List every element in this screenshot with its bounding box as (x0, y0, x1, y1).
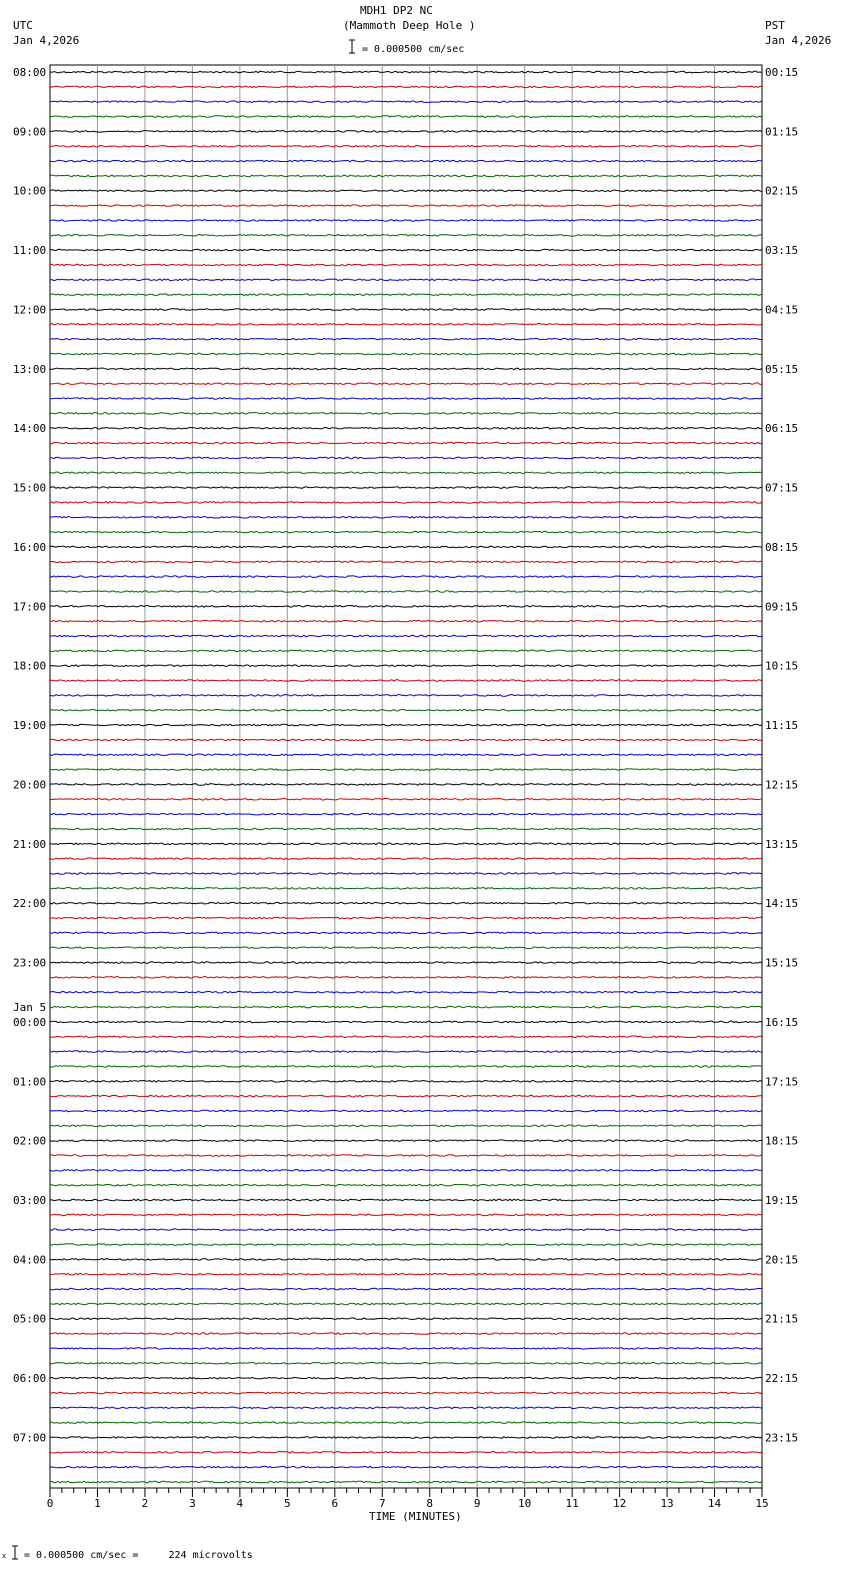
seismic-trace (50, 620, 762, 622)
utc-hour-label: 15:00 (13, 481, 47, 495)
seismic-trace (50, 279, 762, 281)
seismic-trace (50, 665, 762, 667)
pst-date-label: Jan 4,2026 (765, 34, 832, 47)
seismic-trace (50, 1095, 762, 1097)
x-tick-label: 14 (707, 1497, 722, 1510)
pst-hour-label: 03:15 (765, 244, 799, 258)
seismic-trace (50, 1051, 762, 1053)
seismic-trace (50, 1452, 762, 1454)
pst-hour-label: 17:15 (765, 1075, 799, 1089)
utc-hour-label: 06:00 (13, 1372, 47, 1386)
x-tick-label: 6 (331, 1497, 339, 1510)
seismic-trace (50, 101, 762, 103)
seismic-trace (50, 235, 762, 237)
seismic-trace (50, 502, 762, 504)
seismic-trace (50, 205, 762, 207)
utc-hour-label: 07:00 (13, 1431, 47, 1445)
x-tick-label: 12 (612, 1497, 627, 1510)
utc-hour-label: 10:00 (13, 184, 47, 198)
seismic-trace (50, 131, 762, 133)
pst-hour-label: 22:15 (765, 1372, 799, 1386)
utc-hour-label: 16:00 (13, 540, 47, 554)
pst-hour-label: 19:15 (765, 1194, 799, 1207)
pst-hour-label: 20:15 (765, 1253, 799, 1267)
seismic-trace (50, 962, 762, 964)
day-change-label: Jan 5 (13, 1000, 47, 1014)
seismic-trace (50, 1244, 762, 1246)
seismic-trace (50, 1422, 762, 1424)
pst-hour-label: 08:15 (765, 540, 799, 554)
seismic-trace (50, 695, 762, 697)
seismic-trace (50, 1392, 762, 1394)
seismic-trace (50, 902, 762, 904)
seismic-trace (50, 606, 762, 608)
seismic-trace (50, 264, 762, 266)
pst-hour-label: 13:15 (765, 837, 799, 851)
utc-hour-label: 03:00 (13, 1194, 47, 1207)
seismic-trace (50, 769, 762, 771)
x-tick-label: 2 (141, 1497, 149, 1510)
seismic-trace (50, 1214, 762, 1216)
utc-hour-label: 19:00 (13, 719, 47, 733)
utc-hour-label: 00:00 (13, 1015, 47, 1029)
pst-hour-label: 16:15 (765, 1015, 799, 1029)
seismic-trace (50, 784, 762, 786)
seismic-trace (50, 754, 762, 756)
seismic-trace (50, 324, 762, 326)
seismic-trace (50, 858, 762, 860)
pst-hour-label: 02:15 (765, 184, 799, 198)
trace-group (50, 71, 762, 1483)
seismic-trace (50, 294, 762, 296)
seismic-trace (50, 1318, 762, 1320)
seismic-trace (50, 1466, 762, 1468)
pst-hour-label: 11:15 (765, 719, 799, 733)
seismic-trace (50, 576, 762, 578)
seismic-trace (50, 116, 762, 118)
seismic-trace (50, 1066, 762, 1068)
utc-hour-label: 22:00 (13, 897, 47, 911)
seismic-trace (50, 1184, 762, 1186)
seismic-trace (50, 457, 762, 459)
utc-hour-label: 04:00 (13, 1253, 47, 1267)
x-tick-label: 11 (565, 1497, 579, 1510)
seismic-trace (50, 1303, 762, 1305)
seismic-trace (50, 220, 762, 222)
seismic-trace (50, 517, 762, 519)
utc-hour-label: 11:00 (13, 244, 47, 258)
seismic-trace (50, 1229, 762, 1231)
seismic-trace (50, 1333, 762, 1335)
seismic-trace (50, 1170, 762, 1172)
utc-hour-label: 12:00 (13, 303, 47, 317)
x-tick-label: 4 (236, 1497, 244, 1510)
seismic-trace (50, 338, 762, 340)
seismic-trace (50, 977, 762, 979)
utc-hour-label: 01:00 (13, 1075, 47, 1089)
seismic-trace (50, 1288, 762, 1290)
seismic-trace (50, 368, 762, 370)
footer-scale-label: = 0.000500 cm/sec = 224 microvolts (24, 1550, 253, 1561)
seismic-trace (50, 442, 762, 444)
footer-tick-mark: x (2, 1552, 7, 1560)
pst-hour-label: 10:15 (765, 659, 799, 673)
seismic-trace (50, 1021, 762, 1023)
x-tick-label: 10 (518, 1497, 532, 1510)
seismic-trace (50, 309, 762, 311)
seismic-trace (50, 799, 762, 801)
pst-zone-label: PST (765, 19, 785, 32)
seismic-trace (50, 398, 762, 400)
footer-scale-bar-icon (12, 1546, 18, 1559)
utc-hour-label: 14:00 (13, 422, 47, 436)
utc-hour-label: 21:00 (13, 837, 47, 851)
scale-label: = 0.000500 cm/sec (362, 44, 465, 55)
utc-zone-label: UTC (13, 19, 33, 32)
seismic-trace (50, 1363, 762, 1365)
seismic-trace (50, 635, 762, 637)
utc-hour-label: 17:00 (13, 600, 47, 614)
x-tick-label: 7 (378, 1497, 386, 1510)
seismic-trace (50, 353, 762, 355)
seismic-trace (50, 561, 762, 563)
pst-hour-label: 09:15 (765, 600, 799, 614)
seismic-trace (50, 1125, 762, 1127)
x-tick-label: 1 (94, 1497, 101, 1510)
seismic-trace (50, 413, 762, 415)
utc-hour-label: 20:00 (13, 778, 47, 792)
seismic-trace (50, 1081, 762, 1083)
seismic-trace (50, 71, 762, 73)
utc-hour-label: 09:00 (13, 125, 47, 139)
pst-hour-label: 05:15 (765, 362, 799, 376)
x-tick-label: 13 (660, 1497, 674, 1510)
seismic-trace (50, 591, 762, 593)
x-tick-label: 8 (426, 1497, 434, 1510)
pst-hour-label: 15:15 (765, 956, 799, 970)
pst-hour-label: 21:15 (765, 1312, 799, 1326)
seismic-trace (50, 472, 762, 474)
seismic-trace (50, 1140, 762, 1142)
x-axis (47, 1488, 769, 1510)
seismic-trace (50, 932, 762, 934)
seismic-trace (50, 1348, 762, 1350)
seismic-trace (50, 813, 762, 815)
seismic-trace (50, 249, 762, 251)
pst-hour-label: 00:15 (765, 66, 799, 79)
pst-hour-label: 04:15 (765, 303, 799, 317)
seismic-trace (50, 86, 762, 88)
seismic-trace (50, 1377, 762, 1379)
seismic-trace (50, 1110, 762, 1112)
seismic-trace (50, 843, 762, 845)
pst-hour-label: 23:15 (765, 1431, 799, 1445)
seismic-trace (50, 1199, 762, 1201)
utc-hour-label: 02:00 (13, 1134, 47, 1148)
seismic-trace (50, 531, 762, 533)
seismic-trace (50, 947, 762, 949)
x-tick-label: 15 (755, 1497, 769, 1510)
pst-hour-label: 12:15 (765, 778, 799, 792)
seismic-trace (50, 917, 762, 919)
station-subtitle: (Mammoth Deep Hole ) (343, 19, 476, 32)
seismic-trace (50, 709, 762, 711)
seismic-trace (50, 873, 762, 875)
utc-hour-label: 23:00 (13, 956, 47, 970)
seismic-trace (50, 1259, 762, 1261)
seismic-trace (50, 828, 762, 830)
seismic-trace (50, 1006, 762, 1008)
seismic-trace (50, 1437, 762, 1439)
utc-hour-label: 18:00 (13, 659, 47, 673)
seismic-trace (50, 680, 762, 682)
seismic-trace (50, 888, 762, 890)
pst-hour-label: 06:15 (765, 422, 799, 436)
seismic-trace (50, 160, 762, 162)
x-tick-label: 0 (46, 1497, 54, 1510)
seismic-trace (50, 1481, 762, 1483)
station-title: MDH1 DP2 NC (360, 4, 433, 17)
pst-hour-label: 01:15 (765, 125, 799, 139)
scale-bar-icon (349, 40, 355, 53)
x-axis-title: TIME (MINUTES) (369, 1510, 462, 1523)
seismic-trace (50, 427, 762, 429)
seismic-trace (50, 1155, 762, 1157)
seismic-trace (50, 1407, 762, 1409)
utc-hour-label: 08:00 (13, 66, 47, 79)
seismic-trace (50, 1036, 762, 1038)
pst-hour-label: 14:15 (765, 897, 799, 911)
pst-hour-label: 18:15 (765, 1134, 799, 1148)
x-tick-label: 5 (284, 1497, 291, 1510)
utc-hour-label: 13:00 (13, 362, 47, 376)
utc-date-label: Jan 4,2026 (13, 34, 80, 47)
seismic-trace (50, 724, 762, 726)
pst-hour-label: 07:15 (765, 481, 799, 495)
x-tick-label: 3 (189, 1497, 196, 1510)
seismic-trace (50, 991, 762, 993)
seismic-trace (50, 1273, 762, 1275)
x-tick-label: 9 (473, 1497, 481, 1510)
seismic-trace (50, 546, 762, 548)
utc-hour-label: 05:00 (13, 1312, 47, 1326)
seismic-trace (50, 145, 762, 147)
seismic-trace (50, 190, 762, 192)
seismic-trace (50, 487, 762, 489)
seismic-trace (50, 650, 762, 652)
seismic-trace (50, 175, 762, 177)
seismic-trace (50, 383, 762, 385)
seismic-trace (50, 739, 762, 741)
